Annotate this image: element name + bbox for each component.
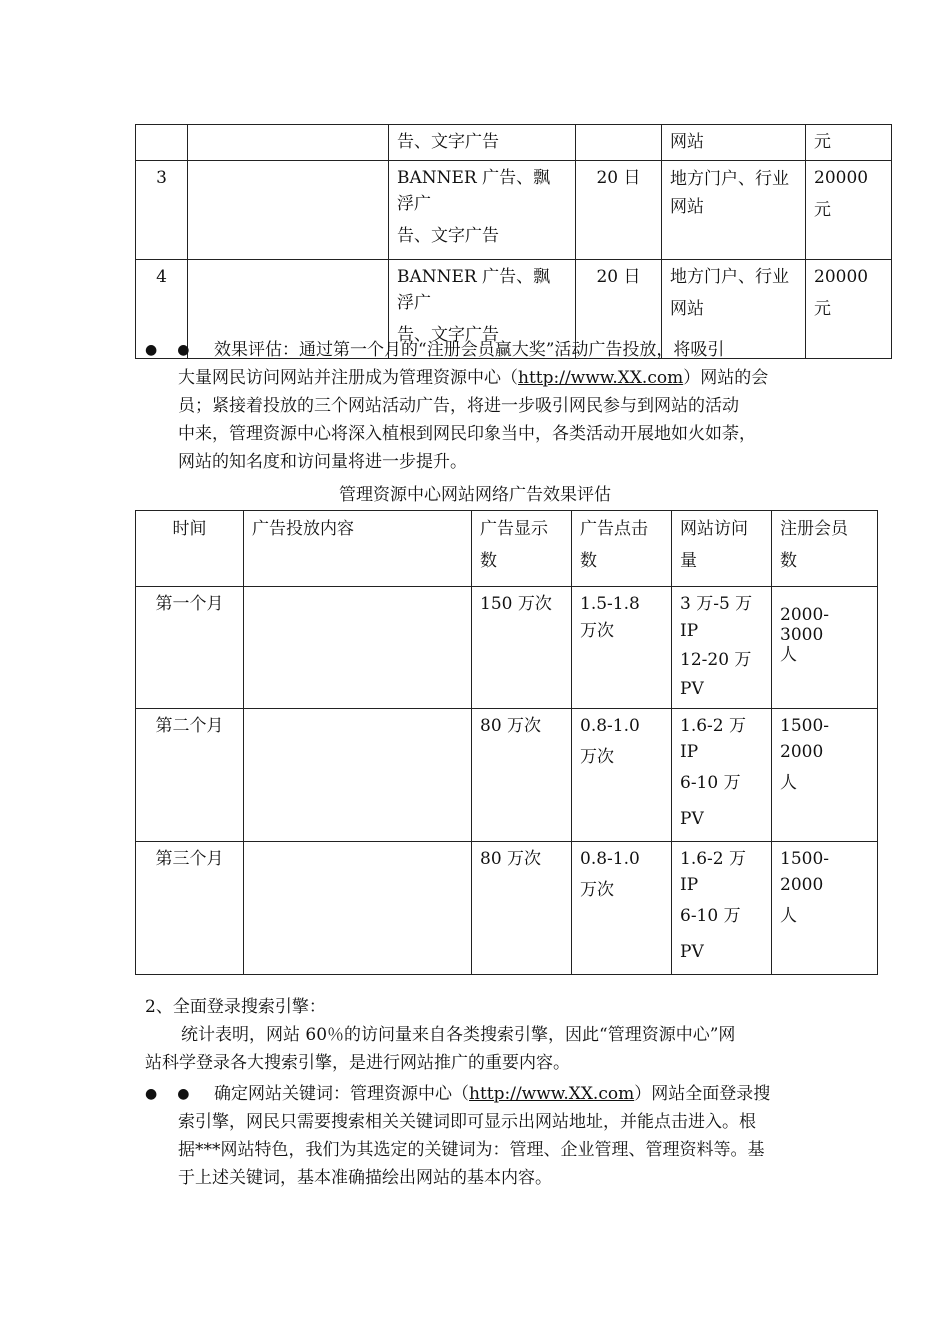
cell-line: PV — [680, 809, 704, 829]
cell-line: PV — [680, 679, 704, 699]
cell-no — [136, 161, 188, 260]
cell-line: 人 — [780, 645, 797, 665]
cell-line: 1.5-1.8 — [580, 594, 640, 614]
table-row — [136, 842, 878, 975]
cell-display: 150 万次 — [472, 587, 572, 709]
cell-price — [806, 260, 892, 359]
cell-price — [806, 161, 892, 260]
header-visit — [672, 511, 772, 587]
price-line: 20000 — [814, 267, 869, 287]
cell-name — [188, 161, 389, 260]
type-line: BANNER 广告、飘浮广 — [397, 168, 551, 214]
cell-line: 0.8-1.0 — [580, 716, 640, 736]
header-line: 数 — [780, 551, 797, 571]
cell-line: 1.6-2 万 — [680, 716, 746, 736]
cell-time: 第三个月 — [136, 842, 244, 975]
paragraph-line — [178, 336, 818, 364]
paragraph-text: 大量网民访问网站并注册成为管理资源中心（ — [178, 368, 518, 388]
header-line: 量 — [680, 551, 697, 571]
header-line: 网站访问 — [680, 519, 748, 539]
cell-register — [772, 842, 878, 975]
cell-line: 1.6-2 万 — [680, 849, 746, 869]
paragraph-line: 网站的知名度和访问量将进一步提升。 — [178, 452, 467, 472]
cell-visit — [672, 842, 772, 975]
site-line: 地方门户、行业 — [670, 267, 789, 287]
table-row — [136, 125, 892, 161]
cell-type — [389, 161, 576, 260]
header-register — [772, 511, 878, 587]
cell-click — [572, 587, 672, 709]
site-line: 地方门户、行业 — [670, 169, 789, 189]
cell-line: 万次 — [580, 880, 614, 900]
cell-price: 元 — [806, 125, 892, 161]
bullet-marker: ●● — [145, 342, 210, 358]
header-line: 数 — [480, 551, 497, 571]
cell-no — [136, 125, 188, 161]
table-row — [136, 161, 892, 260]
cell-line: 6-10 万 — [680, 906, 741, 926]
cell-days: 20 日 — [576, 161, 662, 260]
keyword-paragraph — [178, 1080, 818, 1192]
cell-visit — [672, 587, 772, 709]
row-number: 3 — [156, 168, 167, 188]
cell-content — [244, 587, 472, 709]
cell-display: 80 万次 — [472, 709, 572, 842]
row-number: 4 — [156, 267, 167, 287]
cell-line: 人 — [780, 906, 797, 926]
header-content: 广告投放内容 — [244, 511, 472, 587]
cell-line: 万次 — [580, 621, 614, 641]
paragraph-line: 站科学登录各大搜索引擎，是进行网站推广的重要内容。 — [145, 1053, 570, 1073]
paragraph-line: 索引擎，网民只需要搜索相关关键词即可显示出网站地址，并能点击进入。根 — [178, 1112, 756, 1132]
header-display — [472, 511, 572, 587]
price-line: 元 — [814, 200, 831, 220]
header-line: 广告显示 — [480, 519, 548, 539]
paragraph-line: 统计表明，网站 60％的访问量来自各类搜索引擎，因此“管理资源中心”网 — [181, 1025, 736, 1045]
cell-content — [244, 709, 472, 842]
cell-register — [772, 709, 878, 842]
table-header-row — [136, 511, 878, 587]
cell-name — [188, 125, 389, 161]
cell-line: IP — [680, 742, 699, 762]
header-line: 注册会员 — [780, 519, 848, 539]
paragraph-text: 确定网站关键词：管理资源中心（ — [214, 1084, 469, 1104]
cell-click — [572, 842, 672, 975]
cell-visit — [672, 709, 772, 842]
cell-content — [244, 842, 472, 975]
header-click — [572, 511, 672, 587]
cell-line: 1500-2000 — [780, 716, 830, 762]
paragraph-text: ）网站全面登录搜 — [634, 1084, 771, 1104]
cell-display: 80 万次 — [472, 842, 572, 975]
table-row — [136, 587, 878, 709]
cell-days — [576, 125, 662, 161]
cell-line: 万次 — [580, 747, 614, 767]
cell-register — [772, 587, 878, 709]
type-line: 告、文字广告 — [397, 226, 499, 246]
paragraph-line — [178, 1080, 818, 1108]
table-caption: 管理资源中心网站网络广告效果评估 — [339, 485, 611, 505]
paragraph-line: 据***网站特色，我们为其选定的关键词为：管理、企业管理、管理资料等。基 — [178, 1140, 765, 1160]
paragraph-text: ）网站的会 — [683, 368, 769, 388]
cell-line: IP — [680, 875, 699, 895]
header-line: 数 — [580, 551, 597, 571]
ad-effect-table — [135, 510, 878, 975]
header-time: 时间 — [136, 511, 244, 587]
site-line: 网站 — [670, 299, 704, 319]
effect-evaluation-paragraph — [178, 336, 818, 476]
cell-site: 网站 — [662, 125, 806, 161]
header-line: 广告点击 — [580, 519, 648, 539]
cell-line: 6-10 万 — [680, 773, 741, 793]
section-heading: 2、全面登录搜索引擎： — [145, 997, 326, 1017]
ad-plan-table — [135, 124, 892, 359]
cell-time: 第一个月 — [136, 587, 244, 709]
cell-line: 3 万-5 万 — [680, 594, 753, 614]
section-paragraph — [145, 1021, 815, 1077]
cell-line: PV — [680, 942, 704, 962]
paragraph-line: 于上述关键词，基本准确描绘出网站的基本内容。 — [178, 1168, 552, 1188]
cell-type: 告、文字广告 — [389, 125, 576, 161]
price-line: 元 — [814, 299, 831, 319]
paragraph-text: 效果评估：通过第一个月的“注册会员赢大奖”活动广告投放，将吸引 — [214, 340, 725, 360]
cell-time: 第二个月 — [136, 709, 244, 842]
cell-line: IP — [680, 621, 699, 641]
cell-line: 人 — [780, 773, 797, 793]
site-line: 网站 — [670, 197, 704, 217]
website-link[interactable]: http://www.XX.com — [518, 368, 684, 388]
table-row — [136, 709, 878, 842]
cell-line: 2000-3000 — [780, 605, 830, 645]
cell-click — [572, 709, 672, 842]
paragraph-line — [178, 364, 818, 392]
cell-site — [662, 161, 806, 260]
website-link[interactable]: http://www.XX.com — [469, 1084, 635, 1104]
type-line: 告、文字广告 — [397, 325, 499, 345]
cell-line: 1500-2000 — [780, 849, 830, 895]
cell-line: 12-20 万 — [680, 650, 752, 670]
cell-line: 0.8-1.0 — [580, 849, 640, 869]
bullet-marker: ●● — [145, 1086, 210, 1102]
type-line: BANNER 广告、飘浮广 — [397, 267, 551, 313]
paragraph-line: 员；紧接着投放的三个网站活动广告，将进一步吸引网民参与到网站的活动 — [178, 396, 739, 416]
cell-days: 20 日 — [576, 260, 662, 359]
paragraph-line: 中来，管理资源中心将深入植根到网民印象当中，各类活动开展地如火如荼， — [178, 424, 756, 444]
price-line: 20000 — [814, 168, 869, 188]
